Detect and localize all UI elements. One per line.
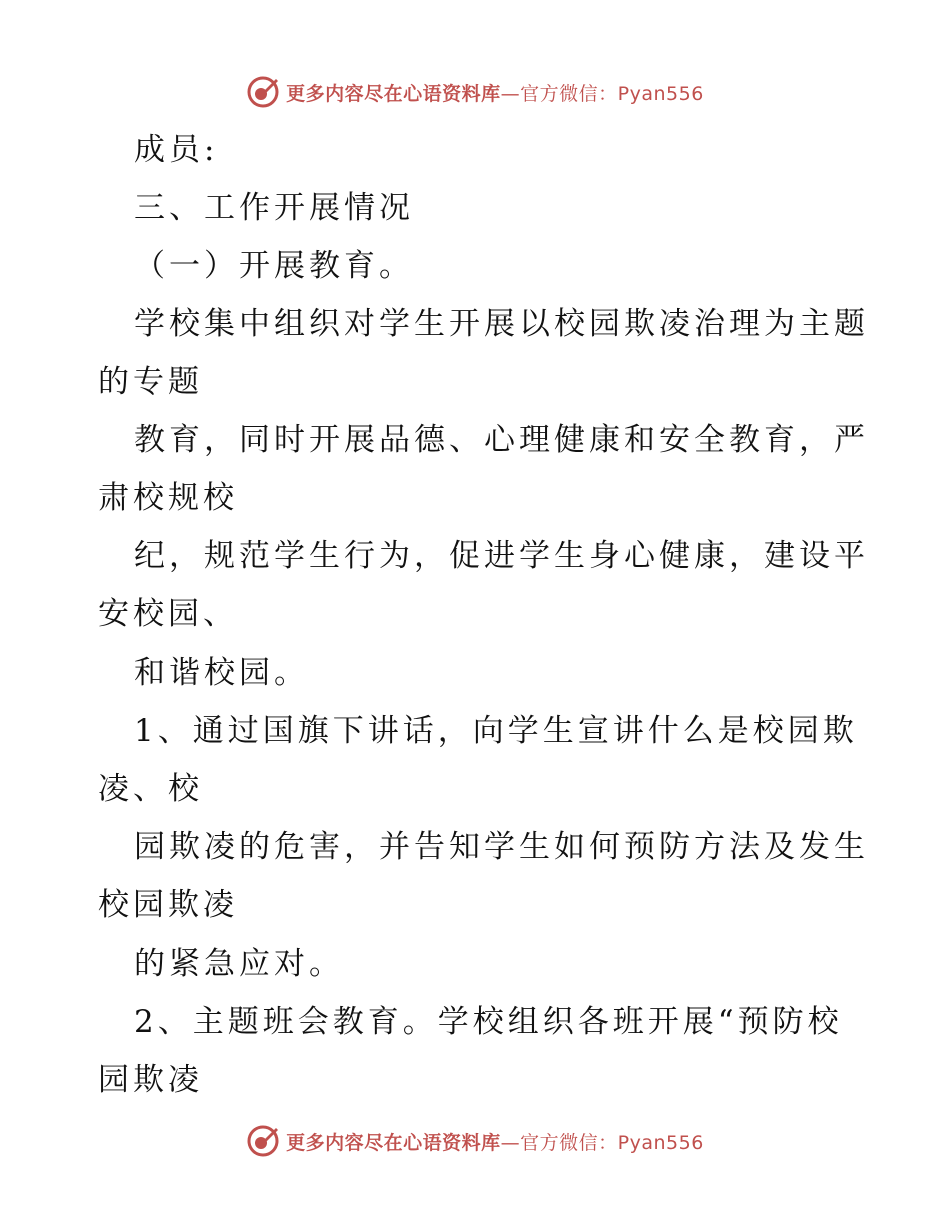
paragraph-line: 的专题 — [98, 364, 203, 400]
header-banner — [0, 72, 950, 112]
paragraph-line: 的紧急应对。 — [134, 946, 344, 982]
paragraph-line: 2、主题班会教育。学校组织各班开展“预防校 — [134, 1004, 843, 1040]
paragraph-line: 校园欺凌 — [98, 887, 238, 923]
footer-banner-text — [286, 1128, 704, 1155]
header-banner-text — [286, 79, 704, 106]
pen-logo-icon — [246, 1124, 280, 1158]
paragraph-line: 学校集中组织对学生开展以校园欺凌治理为主题 — [134, 306, 869, 342]
paragraph-line: 园欺凌的危害，并告知学生如何预防方法及发生 — [134, 829, 869, 865]
paragraph-line: 肃校规校 — [98, 480, 238, 516]
header-banner-dash: — — [500, 82, 521, 105]
paragraph-line: 和谐校园。 — [134, 655, 309, 691]
paragraph-line: 三、工作开展情况 — [134, 190, 414, 226]
header-banner-inner — [246, 75, 704, 109]
header-banner-main: 更多内容尽在心语资料库 — [286, 82, 501, 105]
footer-banner-inner — [246, 1124, 704, 1158]
paragraph-line: 1、通过国旗下讲话，向学生宣讲什么是校园欺 — [134, 713, 858, 749]
footer-banner-main: 更多内容尽在心语资料库 — [286, 1131, 501, 1154]
footer-banner — [0, 1121, 950, 1161]
header-banner-wechat: 官方微信：Pyan556 — [520, 82, 704, 105]
footer-banner-wechat: 官方微信：Pyan556 — [520, 1131, 704, 1154]
paragraph-line: （一）开展教育。 — [134, 248, 414, 284]
paragraph-line: 安校园、 — [98, 596, 238, 632]
paragraph-line: 教育，同时开展品德、心理健康和安全教育，严 — [134, 422, 869, 458]
paragraph-line: 纪，规范学生行为，促进学生身心健康，建设平 — [134, 538, 869, 574]
pen-logo-icon — [246, 75, 280, 109]
paragraph-line: 成员: — [134, 132, 219, 168]
paragraph-line: 凌、校 — [98, 771, 203, 807]
footer-banner-dash: — — [500, 1131, 521, 1154]
paragraph-line: 园欺凌 — [98, 1062, 203, 1098]
